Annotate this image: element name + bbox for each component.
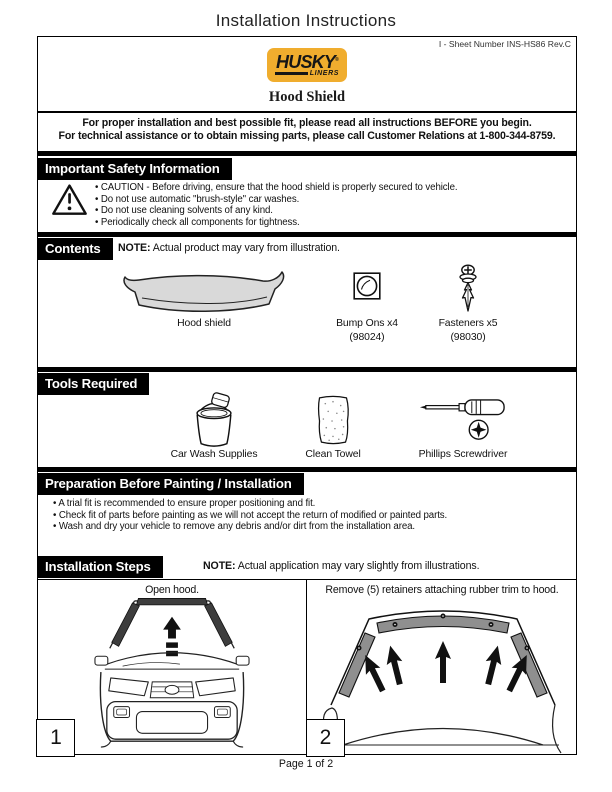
logo-brand-text: HUSKY® bbox=[276, 52, 338, 72]
page-footer: Page 1 of 2 bbox=[278, 758, 334, 770]
safety-bullet: • CAUTION - Before driving, ensure that the hood shield is properly secured to vehicle. bbox=[95, 182, 535, 194]
step-number-1: 1 bbox=[36, 719, 75, 757]
bump-on-icon bbox=[353, 272, 381, 305]
page-title: Installation Instructions bbox=[215, 11, 397, 30]
tools-section-heading: Tools Required bbox=[38, 373, 149, 395]
safety-bullet: • Do not use cleaning solvents of any kind. bbox=[95, 205, 535, 217]
registered-mark: ® bbox=[335, 57, 338, 63]
fastener-icon bbox=[455, 264, 481, 319]
hood-shield-illustration bbox=[120, 268, 288, 321]
remove-retainers-illustration bbox=[317, 593, 569, 760]
logo-sub-text: LINERS bbox=[309, 70, 339, 77]
preparation-bullet-list bbox=[53, 498, 553, 533]
safety-bullet: • Periodically check all components for tightness. bbox=[95, 217, 535, 229]
contents-note bbox=[118, 242, 340, 254]
document-border-box bbox=[37, 36, 577, 755]
installation-note bbox=[203, 560, 479, 572]
clean-towel-icon bbox=[313, 394, 353, 451]
intro-line-1: For proper installation and best possible fit, please read all instructions BEFORE you begin. bbox=[82, 117, 532, 129]
part-label-bump-ons: Bump Ons x4 (98024) bbox=[336, 318, 398, 343]
part-label-hood-shield: Hood shield bbox=[177, 318, 231, 329]
preparation-bullet: • Wash and dry your vehicle to remove any debris and/or dirt from the installation area. bbox=[53, 521, 553, 533]
note-text: Actual product may vary from illustration. bbox=[152, 242, 340, 254]
intro-line-2: For technical assistance or to obtain missing parts, please call Customer Relations at 1-800-344-8759. bbox=[58, 129, 556, 142]
safety-section-heading: Important Safety Information bbox=[38, 158, 232, 180]
tool-label-car-wash: Car Wash Supplies bbox=[170, 449, 258, 460]
preparation-bullet: • A trial fit is recommended to ensure proper positioning and fit. bbox=[53, 498, 553, 510]
intro-text bbox=[38, 117, 576, 142]
step2-caption: Remove (5) retainers attaching rubber trim to hood. bbox=[325, 584, 559, 596]
header-divider bbox=[38, 111, 576, 113]
note-label: NOTE: bbox=[118, 242, 151, 254]
safety-bullet-list bbox=[95, 182, 535, 228]
installation-section-heading: Installation Steps bbox=[38, 556, 163, 578]
warning-triangle-icon bbox=[51, 183, 88, 217]
part-label-fasteners: Fasteners x5 (98030) bbox=[438, 318, 498, 343]
safety-bullet: • Do not use automatic "brush-style" car washes. bbox=[95, 194, 535, 206]
preparation-section-heading: Preparation Before Painting / Installation bbox=[38, 473, 304, 495]
preparation-bullet: • Check fit of parts before painting as we will not accept the return of modified or painted parts. bbox=[53, 510, 553, 522]
logo-liners-row bbox=[275, 70, 339, 77]
husky-liners-logo bbox=[267, 48, 347, 82]
open-hood-illustration bbox=[52, 595, 292, 760]
step1-caption: Open hood. bbox=[145, 584, 199, 596]
note-label: NOTE: bbox=[203, 559, 236, 572]
tool-label-screwdriver: Phillips Screwdriver bbox=[418, 449, 508, 460]
tool-label-towel: Clean Towel bbox=[305, 449, 361, 460]
phillips-screwdriver-icon bbox=[418, 393, 508, 448]
step-number-2: 2 bbox=[306, 719, 345, 757]
product-title: Hood Shield bbox=[268, 89, 346, 105]
sheet-number: I - Sheet Number INS-HS86 Rev.C bbox=[438, 39, 571, 49]
section-divider bbox=[38, 367, 576, 372]
section-divider bbox=[38, 467, 576, 472]
contents-section-heading: Contents bbox=[38, 238, 113, 260]
logo-underline bbox=[275, 72, 308, 74]
section-divider bbox=[38, 232, 576, 237]
note-text: Actual application may vary slightly from illustrations. bbox=[237, 559, 480, 572]
section-divider bbox=[38, 151, 576, 156]
car-wash-bucket-icon bbox=[186, 391, 242, 454]
